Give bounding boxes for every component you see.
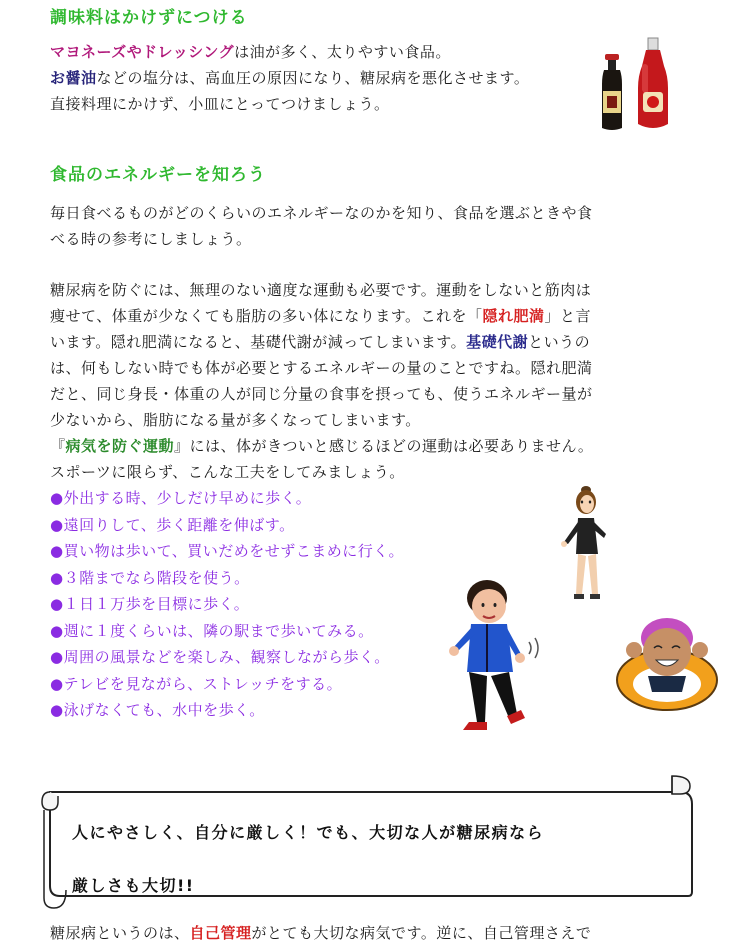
exercise-paragraph: 糖尿病を防ぐには、無理のない適度な運動も必要です。運動をしないと筋肉は 痩せて、体重が少なくても脂肪の多い体になります。これを「隠れ肥満」と言 います。隠れ肥満になると、基礎代謝が減ってしまいます。基礎代謝というの は、何もしない時でも体が必要とするエネルギーの量のことですね。隠れ肥満 だと、同じ身長・体重の人が同じ分量の食事を摂っても、使うエネルギー量が 少ないから、脂肪になる量が多くなってしまいます。 『病気を防ぐ運動』には、体がきついと感じるほどの運動は必要ありません。 スポーツに限らず、こんな工夫をしてみましょう。 bbox=[50, 281, 594, 481]
seasoning-line-3: 直接料理にかけず、小皿にとってつけましょう。 bbox=[50, 95, 390, 113]
seasoning-line-1: マヨネーズやドレッシングは油が多く、太りやすい食品。 bbox=[50, 43, 451, 61]
soy-sauce-highlight: お醤油 bbox=[50, 69, 97, 87]
heading-seasoning: 調味料はかけずにつける bbox=[50, 8, 248, 28]
seasoning-bottles-illustration bbox=[596, 36, 676, 136]
list-item: ●遠回りして、歩く距離を伸ばす。 bbox=[50, 515, 295, 534]
seasoning-paragraph bbox=[50, 39, 529, 117]
woman-exercising-illustration bbox=[556, 484, 616, 609]
self-management-highlight: 自己管理 bbox=[189, 924, 252, 942]
list-item: ●泳げなくても、水中を歩く。 bbox=[50, 701, 265, 719]
list-item: ●週に１度くらいは、隣の駅まで歩いてみる。 bbox=[50, 621, 374, 640]
disease-prevention-highlight: 病気を防ぐ運動 bbox=[65, 437, 175, 455]
exercise-tips-list bbox=[50, 485, 404, 724]
basal-metabolism-highlight: 基礎代謝 bbox=[466, 333, 529, 351]
banner-line-1: 人にやさしく、自分に厳しく！でも、大切な人が糖尿病なら bbox=[72, 823, 545, 842]
heading-food-energy: 食品のエネルギーを知ろう bbox=[50, 165, 266, 185]
ketchup-bottle-icon bbox=[638, 38, 668, 128]
self-management-paragraph: 糖尿病というのは、自己管理がとても大切な病気です。逆に、自己管理さえで bbox=[50, 924, 592, 942]
banner-line-2: 厳しさも大切!! bbox=[72, 876, 195, 895]
woman-swimming-illustration bbox=[612, 608, 722, 718]
list-item: ●１日１万歩を目標に歩く。 bbox=[50, 595, 250, 613]
list-item: ●周囲の風景などを楽しみ、観察しながら歩く。 bbox=[50, 648, 390, 666]
man-walking-illustration bbox=[447, 572, 557, 752]
list-item: ●テレビを見ながら、ストレッチをする。 bbox=[50, 674, 343, 693]
seasoning-line-2: お醤油などの塩分は、高血圧の原因になり、糖尿病を悪化させます。 bbox=[50, 69, 530, 87]
food-energy-paragraph: 毎日食べるものがどのくらいのエネルギーなのかを知り、食品を選ぶときや食 べる時の参考にしましょう。 bbox=[50, 204, 593, 248]
mayonnaise-highlight: マヨネーズやドレッシング bbox=[50, 43, 235, 61]
soy-sauce-bottle-icon bbox=[602, 54, 622, 130]
list-item: ●買い物は歩いて、買いだめをせずこまめに行く。 bbox=[50, 542, 404, 560]
list-item: ●外出する時、少しだけ早めに歩く。 bbox=[50, 489, 312, 507]
list-item: ●３階までなら階段を使う。 bbox=[50, 568, 250, 587]
hidden-obesity-highlight: 隠れ肥満 bbox=[482, 307, 545, 325]
